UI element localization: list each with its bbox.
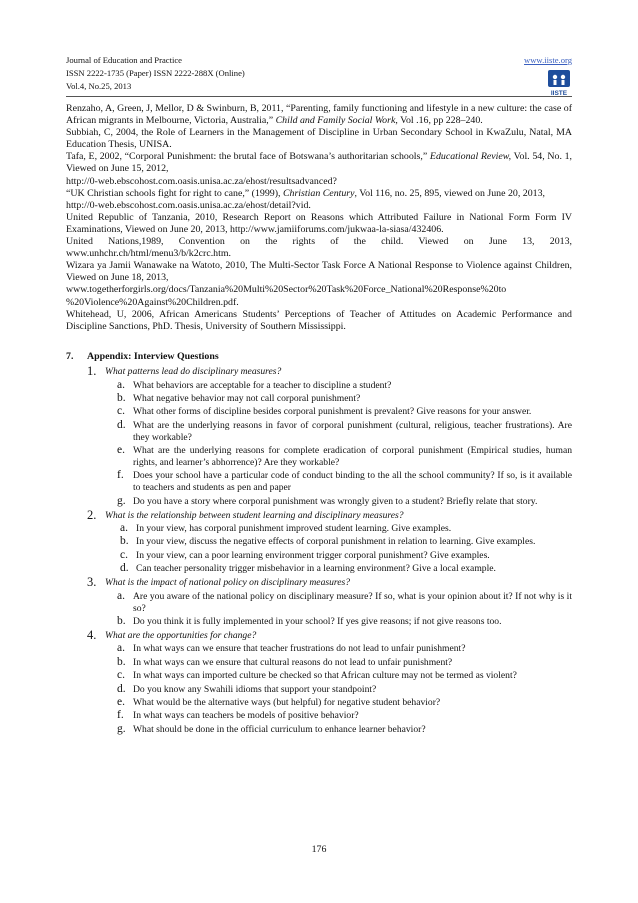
reference-entry: [66, 200, 572, 212]
reference-entry: [66, 127, 572, 151]
item-text: Are you aware of the national policy on disciplinary measure? If so, what is your opinion about it? If not why is it so?: [133, 590, 572, 614]
reference-entry: [66, 248, 572, 260]
item-text: In your view, can a poor learning environment trigger corporal punishment? Give examples.: [136, 549, 490, 561]
item-text: What should be done in the official curriculum to enhance learner behavior?: [133, 723, 426, 735]
item-letter: g.: [117, 722, 126, 735]
item-text: Do you know any Swahili idioms that support your standpoint?: [133, 683, 377, 695]
question-item: [66, 724, 572, 736]
item-letter: a.: [117, 642, 125, 655]
references-section: [66, 103, 572, 333]
question-text: What are the opportunities for change?: [105, 629, 257, 641]
question-item: [66, 616, 572, 628]
reference-entry: [66, 212, 572, 236]
issn-line: ISSN 2222-1735 (Paper) ISSN 2222-288X (Online): [66, 68, 245, 78]
question-item: [66, 393, 572, 405]
appendix-heading: [66, 349, 572, 364]
page-header: [66, 54, 572, 97]
question-text: What is the relationship between student learning and disciplinary measures?: [105, 509, 404, 521]
iiste-logo-icon: [546, 69, 572, 97]
reference-text: “UK Christian schools fight for right to cane,” (1999),: [66, 187, 281, 199]
question-number: 1.: [87, 364, 97, 378]
reference-entry: [66, 236, 572, 248]
item-letter: a.: [117, 589, 125, 602]
item-text: In what ways can imported culture be checked so that African culture may not be termed as violent?: [133, 670, 517, 682]
reference-source: Christian Century: [282, 187, 355, 199]
question-item: [66, 643, 572, 655]
question-heading: [66, 365, 572, 378]
reference-text: www.unhchr.ch/html/menu3/b/k2crc.htm.: [66, 248, 232, 260]
question-item: [66, 684, 572, 696]
item-letter: d.: [117, 682, 126, 695]
journal-url-link[interactable]: www.iiste.org: [524, 55, 572, 65]
question-heading: [66, 576, 572, 589]
item-text: In your view, discuss the negative effects of corporal punishment in relation to learning. Give examples.: [136, 536, 536, 548]
item-letter: e.: [117, 444, 125, 457]
item-letter: b.: [117, 655, 126, 668]
page-number: 176: [311, 844, 327, 855]
item-letter: b.: [117, 391, 126, 404]
item-letter: a.: [117, 378, 125, 391]
item-letter: a.: [120, 522, 128, 535]
header-divider: [66, 96, 572, 97]
reference-text: Renzaho, A, Green, J, Mellor, D & Swinburn, B, 2011, “Parenting, family functioning and lifestyle in a new culture: the case of African migrants in Melbourne, Victoria, Australia,”: [66, 103, 572, 127]
item-text: What negative behavior may not call corporal punishment?: [133, 392, 361, 404]
reference-entry: [66, 260, 572, 284]
question-item: [66, 445, 572, 469]
reference-entry: [66, 103, 572, 127]
question-item: [66, 523, 572, 535]
question-item: [66, 710, 572, 722]
question-item: [66, 550, 572, 562]
question-item: [66, 657, 572, 669]
item-text: What other forms of discipline besides corporal punishment is prevalent? Give reasons for your answer.: [133, 406, 532, 418]
reference-details: , Vol .16, pp 228–240.: [395, 115, 483, 127]
reference-text: Subbiah, C, 2004, the Role of Learners in the Management of Discipline in Urban Secondary School in KwaZulu, Natal, MA Education Thesis, UNISA.: [66, 127, 572, 151]
item-text: What behaviors are acceptable for a teacher to discipline a student?: [133, 379, 392, 391]
reference-source: Child and Family Social Work: [275, 115, 396, 127]
appendix-section: [66, 349, 572, 736]
journal-name: Journal of Education and Practice: [66, 55, 182, 65]
question-item: [66, 670, 572, 682]
reference-text: Whitehead, U, 2006, African Americans Students’ Perceptions of Teacher of Attitudes on Academic Performance and Discipline Sanctions, PhD. Thesis, University of Southern Mississippi.: [66, 308, 572, 332]
question-number: 3.: [87, 575, 97, 590]
item-letter: b.: [117, 615, 126, 627]
question-item: [66, 591, 572, 615]
reference-entry: [66, 176, 572, 188]
item-text: In what ways can we ensure that teacher frustrations do not lead to unfair punishment?: [133, 643, 466, 655]
question-item: [66, 563, 572, 575]
reference-text: United Nations,1989, Convention on the rights of the child. Viewed on June 13, 2013,: [66, 236, 572, 248]
appendix-title: Appendix: Interview Questions: [87, 351, 219, 362]
reference-details: , Vol 116, no. 25, 895, viewed on June 20, 2013,: [354, 187, 545, 199]
question-heading: [66, 629, 572, 642]
logo-text: IISTE: [550, 90, 568, 97]
reference-entry: [66, 188, 572, 200]
item-letter: d.: [120, 562, 129, 575]
item-letter: d.: [117, 418, 126, 431]
reference-text: http://0-web.ebscohost.com.oasis.unisa.ac.za/ehost/resultsadvanced?: [66, 175, 337, 187]
item-letter: f.: [117, 709, 124, 722]
reference-details: Vol. 54, No. 1, Viewed on June 15, 2012,: [66, 151, 573, 175]
reference-entry: [66, 151, 572, 175]
item-text: Do you think it is fully implemented in your school? If yes give reasons; if not give reasons too.: [133, 616, 502, 627]
item-text: What would be the alternative ways (but helpful) for negative student behavior?: [133, 697, 441, 709]
item-text: What are the underlying reasons in favor of corporal punishment (cultural, religious, teacher frustrations). Are they workable?: [133, 419, 572, 443]
item-letter: g.: [117, 494, 126, 507]
question-item: [66, 380, 572, 392]
question-item: [66, 697, 572, 709]
item-letter: f.: [117, 469, 124, 482]
question-item: [66, 496, 572, 508]
item-letter: c.: [117, 669, 125, 682]
item-text: In what ways can teachers be models of positive behavior?: [133, 710, 359, 722]
item-text: Does your school have a particular code of conduct binding to the all the school community? If so, is it available to teachers and students as pen and paper: [133, 470, 572, 494]
question-item: [66, 470, 572, 494]
question-text: What patterns lead do disciplinary measures?: [105, 366, 282, 377]
question-item: [66, 536, 572, 548]
appendix-number: 7.: [66, 351, 74, 362]
reference-text: United Republic of Tanzania, 2010, Research Report on Reasons which Attributed Failure in National Form Form IV Examinations, Viewed on June 20, 2013, http://www.jamiiforums.com/jukwaa-la-siasa/432406.: [66, 211, 572, 235]
reference-text: Wizara ya Jamii Wanawake na Watoto, 2010, The Multi-Sector Task Force A National Response to Violence against Children, Viewed on June 18, 2013,: [66, 260, 572, 284]
reference-text: http://0-web.ebscohost.com.oasis.unisa.ac.za/ehost/detail?vid.: [66, 199, 311, 211]
question-number: 4.: [87, 627, 97, 642]
reference-source: Educational Review,: [429, 151, 512, 163]
item-letter: c.: [120, 548, 128, 561]
question-item: [66, 420, 572, 444]
item-text: Do you have a story where corporal punishment was wrongly given to a student? Briefly relate that story.: [133, 495, 538, 507]
volume-line: Vol.4, No.25, 2013: [66, 81, 132, 91]
reference-entry: [66, 284, 572, 308]
item-letter: b.: [120, 535, 129, 548]
item-text: Can teacher personality trigger misbehavior in a learning environment? Give a local example.: [136, 563, 496, 575]
reference-text: Tafa, E, 2002, “Corporal Punishment: the brutal face of Botswana’s authoritarian schools,”: [66, 151, 428, 163]
interview-questions: [66, 365, 572, 736]
question-text: What is the impact of national policy on disciplinary measures?: [105, 577, 351, 589]
item-letter: e.: [117, 696, 125, 709]
question-heading: [66, 509, 572, 522]
reference-entry: [66, 309, 572, 333]
question-item: [66, 406, 572, 418]
item-letter: c.: [117, 405, 125, 418]
question-number: 2.: [87, 507, 97, 522]
item-text: In your view, has corporal punishment improved student learning. Give examples.: [136, 523, 452, 535]
item-text: In what ways can we ensure that cultural reasons do not lead to unfair punishment?: [133, 656, 453, 668]
item-text: What are the underlying reasons for complete eradication of corporal punishment (Empirical studies, human rights, and learner’s abhorrence)? Are they workable?: [133, 445, 572, 468]
reference-text: www.togetherforgirls.org/docs/Tanzania%20Multi%20Sector%20Task%20Force_National%20Response%20to %20Violence%20Against%20Children.pdf.: [66, 284, 507, 308]
